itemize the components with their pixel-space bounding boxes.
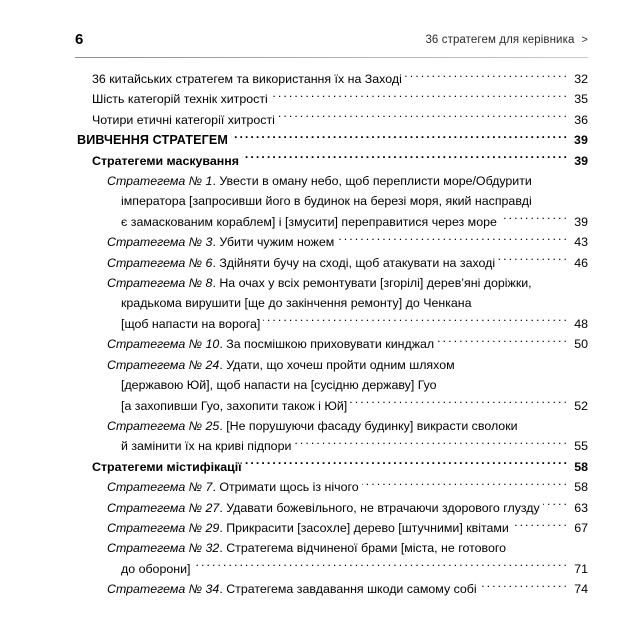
dot-leader: [294, 438, 569, 450]
toc-entry-text: крадькома вирушити [ще до закінчення ремонту] до Ченкана: [121, 296, 472, 311]
toc-entry-line: [92, 69, 588, 89]
chevron-right-icon: >: [581, 34, 588, 46]
toc-entry-text: [107, 498, 540, 518]
toc-entry-text: [107, 334, 434, 354]
stratagem-label: Стратегема № 32: [107, 541, 220, 556]
toc-entry[interactable]: [75, 171, 588, 232]
stratagem-label: Стратегема № 7: [107, 480, 213, 495]
toc-entry-title: . Здійняти бучу на сході, щоб атакувати на заході: [212, 255, 496, 270]
toc-entry-text: [107, 171, 532, 191]
header-rule: [75, 57, 588, 58]
toc-entry[interactable]: [75, 457, 588, 477]
toc-page-number: 74: [574, 582, 588, 597]
toc-entry-text: [щоб напасти на ворога]: [121, 316, 261, 331]
toc-entry-continuation: [107, 375, 588, 395]
toc-entry[interactable]: [75, 232, 588, 252]
stratagem-label: Стратегема № 8: [107, 276, 213, 291]
toc-page-number: 63: [574, 500, 588, 515]
toc-entry-text: [державою Юй], щоб напасти на [сусідню державу] Гуо: [121, 378, 437, 393]
toc-page-number: 71: [574, 561, 588, 576]
toc-entry-line: [107, 355, 588, 375]
toc-page-number: 46: [574, 255, 588, 270]
toc-page-number: 67: [574, 520, 588, 535]
toc-entry-line: [107, 171, 588, 191]
toc-entry-text: до оборони]: [121, 561, 191, 576]
toc-entry[interactable]: [75, 477, 588, 497]
dot-leader: [337, 234, 569, 246]
dot-leader: [512, 520, 569, 532]
toc-entry-text: [107, 538, 506, 558]
toc-entry-text: [107, 579, 477, 599]
toc-entry-line: [107, 232, 588, 252]
stratagem-label: Стратегема № 34: [107, 582, 220, 597]
toc-entry-text: 36 китайських стратегем та використання їх на Заході: [92, 72, 402, 86]
toc-entry[interactable]: [75, 538, 588, 579]
stratagem-label: Стратегема № 10: [107, 337, 220, 352]
toc-entry[interactable]: [75, 69, 588, 89]
toc-page-number: 58: [574, 480, 588, 495]
dot-leader: [242, 152, 569, 164]
stratagem-label: Стратегема № 6: [107, 255, 213, 270]
toc-entry-text: імператора [запросивши його в будинок на березі моря, який насправді: [121, 194, 532, 209]
dot-leader: [231, 132, 569, 145]
toc-entry-title: . Удати, що хочеш пройти одним шляхом: [219, 357, 455, 372]
toc-entry-text: є замаскованим кораблем] і [змусити] переправитися через море: [121, 214, 497, 229]
toc-entry-title: . Прикрасити [засохле] дерево [штучними] квітами: [219, 520, 509, 535]
toc-page-number: 55: [574, 439, 588, 454]
dot-leader: [278, 111, 569, 123]
toc-entry-line: [107, 253, 588, 273]
toc-entry-title: . Стратегема відчиненої брами [міста, не готового: [219, 541, 506, 556]
toc-entry-line: [92, 89, 588, 109]
toc-entry-line: [107, 579, 588, 599]
toc-entry-text: [107, 355, 455, 375]
toc-entry-line: [92, 457, 588, 477]
toc-page-number: 50: [574, 337, 588, 352]
dot-leader: [350, 397, 569, 409]
toc-entry[interactable]: [75, 416, 588, 457]
toc-entry-line: [77, 130, 588, 150]
toc-page-number: 32: [574, 72, 588, 86]
toc-entry-title: . На очах у всіх ремонтувати [згорілі] дерев’яні доріжки,: [212, 276, 532, 291]
toc-entry-line: [107, 334, 588, 354]
toc-entry-line: [107, 477, 588, 497]
toc-page-number: 48: [574, 316, 588, 331]
dot-leader: [500, 213, 569, 225]
running-header: [75, 30, 588, 58]
dot-leader: [480, 581, 569, 593]
toc-entry-line: [107, 273, 588, 293]
toc-entry-title: . Увести в оману небо, щоб переплисти море/Обдурити: [212, 174, 532, 189]
toc-entry-title: . Убити чужим ножем: [212, 235, 335, 250]
dot-leader: [245, 458, 569, 470]
toc-entry-continuation: [107, 396, 588, 416]
toc-entry-text: [107, 232, 334, 252]
stratagem-label: Стратегема № 29: [107, 520, 220, 535]
toc-page-number: 39: [574, 214, 588, 229]
toc-entry-text: Стратегеми маскування: [92, 153, 239, 168]
toc-entry-line: [107, 518, 588, 538]
toc-entry-text: Шість категорій технік хитрості: [92, 92, 268, 107]
toc-entry-title: . [Не порушуючи фасаду будинку] викрасти сволоки: [219, 418, 518, 433]
toc-entry-text: [107, 518, 509, 538]
stratagem-label: Стратегема № 25: [107, 418, 220, 433]
toc-entry-line: [107, 416, 588, 436]
toc-entry[interactable]: [75, 89, 588, 109]
toc-entry[interactable]: [75, 498, 588, 518]
dot-leader: [263, 315, 569, 327]
toc-entry-line: [92, 151, 588, 171]
toc-entry-continuation: [107, 314, 588, 334]
page-number: 6: [75, 31, 84, 48]
toc-page-number: 39: [574, 153, 588, 168]
toc-page-number: 36: [574, 112, 588, 127]
toc-page-number: 39: [574, 133, 588, 148]
toc-entry-title: . Отримати щось із нічого: [212, 480, 359, 495]
running-head: [425, 30, 588, 50]
stratagem-label: Стратегема № 24: [107, 357, 220, 372]
dot-leader: [498, 254, 569, 266]
dot-leader: [193, 560, 569, 572]
toc-entry-text: [107, 477, 359, 497]
toc-entry-text: [а захопивши Гуо, захопити також і Юй]: [121, 398, 348, 413]
toc-entry-title: . Удавати божевільного, не втрачаючи здорового глузду: [219, 500, 540, 515]
toc-entry[interactable]: [75, 130, 588, 150]
toc-entry[interactable]: [75, 355, 588, 416]
running-head-title: 36 стратегем для керівника: [425, 34, 575, 46]
toc-entry[interactable]: [75, 334, 588, 354]
toc-entry-continuation: [107, 436, 588, 456]
dot-leader: [437, 336, 569, 348]
toc-entry-text: [107, 416, 518, 436]
toc-entry-title: . За посмішкою приховувати кинджал: [219, 337, 435, 352]
stratagem-label: Стратегема № 1: [107, 174, 213, 189]
toc-page-number: 43: [574, 235, 588, 250]
toc-entry[interactable]: [75, 273, 588, 334]
toc-entry-text: [107, 253, 495, 273]
toc-entry-title: . Стратегема завдавання шкоди самому собі: [219, 582, 477, 597]
toc-entry-text: й замінити їх на криві підпори: [121, 439, 292, 454]
dot-leader: [543, 499, 569, 511]
toc-entry[interactable]: [75, 579, 588, 599]
toc-entry-line: [107, 538, 588, 558]
toc-page-number: 35: [574, 92, 588, 107]
toc-entry-continuation: [107, 191, 588, 211]
toc-entry-text: Чотири етичні категорії хитрості: [92, 112, 275, 127]
stratagem-label: Стратегема № 27: [107, 500, 220, 515]
table-of-contents: [75, 69, 588, 600]
dot-leader: [271, 91, 569, 103]
toc-entry[interactable]: [75, 518, 588, 538]
toc-entry-line: [107, 498, 588, 518]
toc-entry-line: [92, 110, 588, 130]
dot-leader: [405, 71, 569, 83]
toc-entry[interactable]: [75, 151, 588, 171]
toc-entry-text: ВИВЧЕННЯ СТРАТЕГЕМ: [77, 133, 228, 148]
stratagem-label: Стратегема № 3: [107, 235, 213, 250]
toc-page-number: 58: [574, 459, 588, 474]
toc-entry-text: Стратегеми містифікації: [92, 459, 242, 474]
toc-entry-continuation: [107, 293, 588, 313]
toc-entry[interactable]: [75, 253, 588, 273]
toc-entry[interactable]: [75, 110, 588, 130]
toc-page-number: 52: [574, 398, 588, 413]
dot-leader: [362, 479, 569, 491]
toc-entry-continuation: [107, 212, 588, 232]
toc-entry-text: [107, 273, 532, 293]
toc-entry-continuation: [107, 559, 588, 579]
